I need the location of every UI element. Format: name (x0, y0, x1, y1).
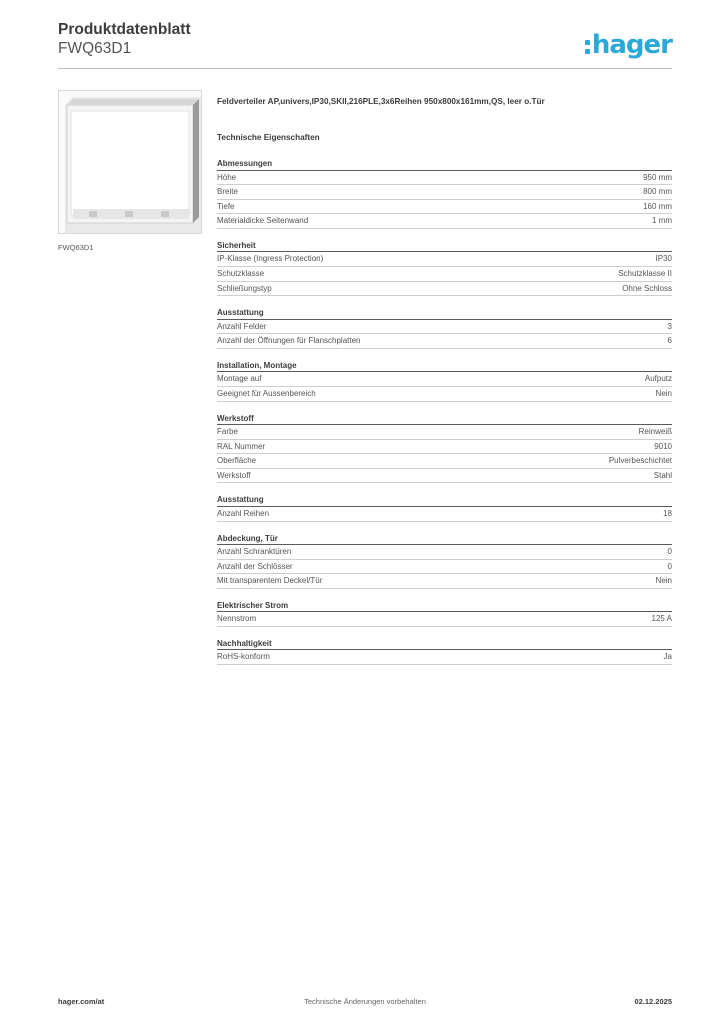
property-label: Breite (217, 187, 238, 197)
property-value: 3 (667, 321, 672, 331)
property-label: Oberfläche (217, 456, 257, 466)
property-value: 1 mm (652, 216, 672, 226)
property-row (217, 454, 672, 469)
product-details (217, 96, 672, 676)
property-group (217, 307, 672, 349)
property-row (217, 469, 672, 484)
property-label: RAL Nummer (217, 441, 266, 451)
footer-date: 02.12.2025 (634, 997, 672, 1006)
product-image (58, 90, 202, 234)
property-value: 160 mm (643, 201, 672, 211)
property-group (217, 413, 672, 484)
property-row (217, 387, 672, 402)
property-label: Materialdicke Seitenwand (217, 216, 309, 226)
property-row (217, 252, 672, 267)
property-row (217, 334, 672, 349)
property-row (217, 560, 672, 575)
property-group-title: Sicherheit (217, 240, 672, 253)
property-group-title: Abmessungen (217, 158, 672, 171)
property-group (217, 638, 672, 665)
property-label: Farbe (217, 427, 238, 437)
property-value: Nein (655, 576, 672, 586)
property-label: Werkstoff (217, 470, 251, 480)
property-value: Pulverbeschichtet (608, 456, 672, 466)
property-label: Höhe (217, 172, 237, 182)
product-description: Feldverteiler AP,univers,IP30,SKII,216PLE,3x6Reihen 950x800x161mm,QS, leer o.Tür (217, 97, 545, 106)
property-row (217, 650, 672, 665)
property-row (217, 425, 672, 440)
property-group (217, 533, 672, 589)
property-value: IP30 (655, 254, 672, 264)
property-row (217, 267, 672, 282)
property-group-title: Nachhaltigkeit (217, 638, 672, 651)
property-value: Aufputz (644, 374, 672, 384)
property-label: Tiefe (217, 201, 235, 211)
header-divider (58, 68, 672, 69)
property-group (217, 360, 672, 402)
property-group (217, 240, 672, 296)
property-row (217, 320, 672, 335)
property-label: Geeignet für Aussenbereich (217, 388, 316, 398)
property-row (217, 200, 672, 215)
property-value: Ja (663, 652, 672, 662)
property-row (217, 282, 672, 297)
property-group-title: Abdeckung, Tür (217, 533, 672, 546)
property-row (217, 574, 672, 589)
property-group-title: Werkstoff (217, 413, 672, 426)
page-title: Produktdatenblatt (58, 21, 191, 38)
property-label: Schutzklasse (217, 268, 265, 278)
property-group (217, 158, 672, 229)
property-label: Anzahl der Öffnungen für Flanschplatten (217, 336, 361, 346)
property-value: 6 (667, 336, 672, 346)
property-value: 950 mm (643, 172, 672, 182)
property-label: IP-Klasse (Ingress Protection) (217, 254, 324, 264)
property-value: Nein (655, 388, 672, 398)
property-label: Montage auf (217, 374, 262, 384)
property-group (217, 494, 672, 521)
property-row (217, 507, 672, 522)
property-group (217, 600, 672, 627)
property-value: 125 A (651, 614, 672, 624)
property-label: Schließungstyp (217, 283, 272, 293)
property-value: Reinweiß (638, 427, 672, 437)
property-label: Anzahl Felder (217, 321, 267, 331)
footer-notice: Technische Änderungen vorbehalten (304, 997, 426, 1006)
property-value: Schutzklasse II (618, 268, 672, 278)
hager-logo (585, 30, 672, 60)
property-label: Mit transparentem Deckel/Tür (217, 576, 323, 586)
property-value: 9010 (654, 441, 672, 451)
logo-colon-icon (585, 40, 590, 54)
property-group-title: Ausstattung (217, 494, 672, 507)
property-label: Anzahl der Schlösser (217, 561, 293, 571)
property-row (217, 372, 672, 387)
property-value: 18 (663, 508, 672, 518)
property-row (217, 214, 672, 229)
property-value: 0 (667, 561, 672, 571)
property-group-title: Ausstattung (217, 307, 672, 320)
product-code: FWQ63D1 (58, 40, 132, 57)
property-label: Nennstrom (217, 614, 257, 624)
property-row (217, 612, 672, 627)
logo-text: hager (591, 30, 672, 60)
properties-list (217, 158, 672, 665)
product-image-caption: FWQ63D1 (58, 243, 94, 252)
property-value: 800 mm (643, 187, 672, 197)
property-label: Anzahl Schranktüren (217, 547, 292, 556)
footer-website: hager.com/at (58, 997, 105, 1006)
property-label: Anzahl Reihen (217, 508, 270, 518)
property-label: RoHS-konform (217, 652, 270, 662)
section-title: Technische Eigenschaften (217, 133, 320, 142)
property-row (217, 440, 672, 455)
document-header (58, 20, 672, 70)
property-group-title: Installation, Montage (217, 360, 672, 373)
distribution-cabinet-illustration (59, 91, 201, 233)
property-row (217, 171, 672, 186)
property-group-title: Elektrischer Strom (217, 600, 672, 613)
property-value: 0 (667, 547, 672, 556)
property-row (217, 545, 672, 560)
property-row (217, 185, 672, 200)
property-value: Ohne Schloss (622, 283, 672, 293)
property-value: Stahl (653, 470, 672, 480)
